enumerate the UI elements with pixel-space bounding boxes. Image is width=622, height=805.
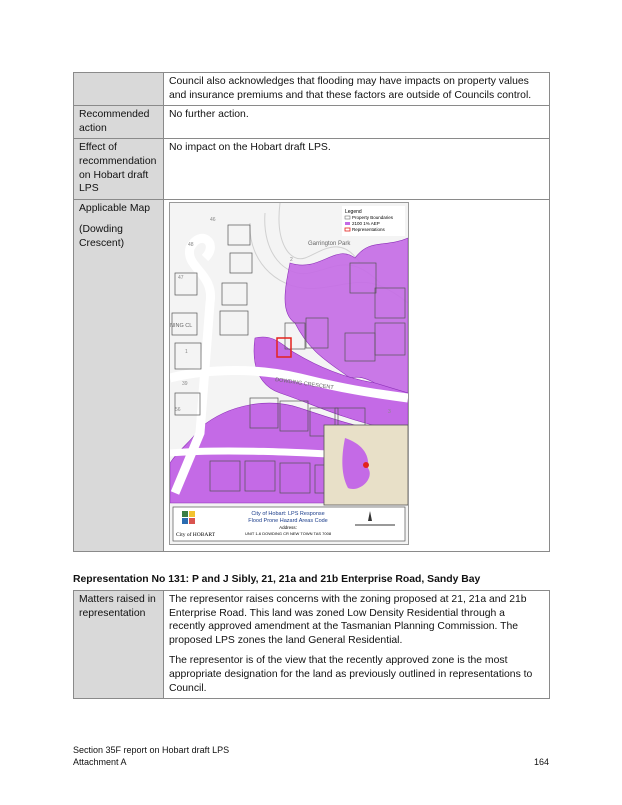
logo-text: City of HOBART — [176, 532, 216, 539]
representation-table — [73, 590, 550, 699]
map-row-label: Applicable Map — [79, 203, 151, 215]
lot-number: 56 — [175, 407, 181, 414]
logo-mark — [182, 511, 188, 517]
street-label: NING CL — [170, 323, 193, 330]
table-row — [74, 106, 550, 139]
response-table — [73, 72, 550, 552]
legend-swatch — [345, 222, 350, 225]
legend-title: Legend — [345, 209, 362, 216]
legend-item: Property Boundaries — [352, 215, 394, 221]
table-row — [74, 591, 550, 699]
table-row — [74, 73, 550, 106]
table-row — [74, 200, 550, 552]
lot-number: 3 — [388, 409, 391, 416]
logo-mark — [189, 518, 195, 524]
row-label: Effect of recommendation on Hobart draft LPS — [74, 139, 164, 200]
address-value: UNIT 1-6 DOWDING CR NEW TOWN TAS 7008 — [244, 531, 332, 537]
page-number: 164 — [534, 757, 550, 767]
lot-number: 2 — [290, 257, 293, 264]
row-value: No further action. — [164, 106, 550, 139]
map-subtitle: Flood Prone Hazard Areas Code — [248, 518, 328, 525]
paragraph: The representor raises concerns with the zoning proposed at 21, 21a and 21b Enterprise Road. This land was zoned Low Density Residential through a recently approved amendment at the Tasmanian Planning Commission. The proposed LPS zones the land General Residential. — [169, 594, 527, 646]
page-footer — [73, 745, 229, 768]
logo-mark — [182, 518, 188, 524]
map-row-sublabel: (Dowding Crescent) — [79, 223, 125, 249]
logo-mark — [189, 511, 195, 517]
empty-label-cell — [74, 73, 164, 106]
flood-map — [169, 202, 409, 545]
row-label: Recommended action — [74, 106, 164, 139]
lot-number: 1 — [185, 349, 188, 356]
lot-number: 39 — [182, 381, 188, 388]
row-value: No impact on the Hobart draft LPS. — [164, 139, 550, 200]
legend-item: 2100 1% AEP — [352, 221, 380, 227]
section-heading: Representation No 131: P and J Sibly, 21, 21a and 21b Enterprise Road, Sandy Bay — [73, 574, 481, 585]
row-value — [164, 591, 550, 699]
paragraph: The representor is of the view that the recently approved zone is the most appropriate designation for the land as previously outlined in representations to Council. — [169, 655, 533, 694]
street-label: DOWDING CRESCENT — [274, 377, 334, 392]
flood-map-svg — [170, 203, 408, 544]
locator-marker — [363, 462, 369, 468]
map-row-label-cell — [74, 200, 164, 552]
table-row — [74, 139, 550, 200]
footer-line: Attachment A — [73, 756, 127, 767]
row-label: Matters raised in representation — [74, 591, 164, 699]
lot-number: 46 — [210, 217, 216, 224]
legend-item: Representations — [352, 227, 385, 233]
lot-number: 48 — [188, 242, 194, 249]
address-label: Address: — [279, 525, 297, 531]
map-cell — [164, 200, 550, 552]
intro-cell: Council also acknowledges that flooding may have impacts on property values and insurance premiums and that these factors are outside of Councils control. — [164, 73, 550, 106]
lot-number: 47 — [178, 275, 184, 282]
footer-line: Section 35F report on Hobart draft LPS — [73, 745, 230, 755]
park-label: Garrington Park — [308, 241, 351, 248]
map-title: City of Hobart: LPS Response — [251, 511, 325, 518]
